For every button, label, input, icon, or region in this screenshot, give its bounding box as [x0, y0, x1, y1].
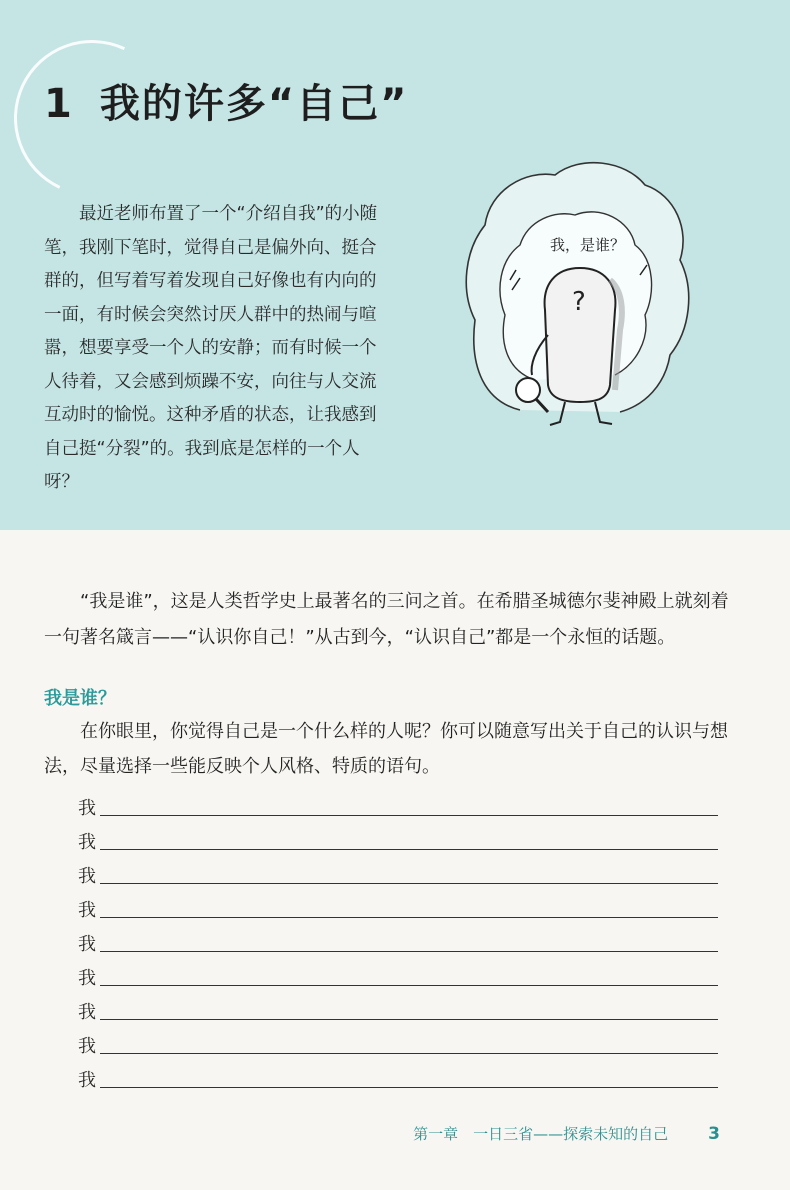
answer-line-label: 我: [78, 900, 96, 921]
writing-rule: [100, 916, 718, 918]
answer-line-label: 我: [78, 1070, 96, 1091]
section-title: 我的许多“自己”: [99, 81, 409, 127]
answer-line[interactable]: [78, 854, 718, 888]
answer-line-label: 我: [78, 866, 96, 887]
writing-rule: [100, 1086, 718, 1088]
answer-line-label: 我: [78, 798, 96, 819]
page-footer: [0, 1123, 720, 1144]
body-paragraph: “我是谁”，这是人类哲学史上最著名的三问之首。在希腊圣城德尔斐神殿上就刻着一句著名箴言——“认识你自己！”从古到今，“认识自己”都是一个永恒的话题。: [44, 591, 729, 648]
answer-line-label: 我: [78, 1036, 96, 1057]
writing-rule: [100, 950, 718, 952]
answer-line-label: 我: [78, 1002, 96, 1023]
chapter-title: 第一章 一日三省——探索未知的自己: [413, 1125, 669, 1143]
answer-line-label: 我: [78, 934, 96, 955]
section-number: 1: [44, 81, 74, 127]
section-heading: 我是谁？: [44, 688, 116, 709]
writing-rule: [100, 1052, 718, 1054]
writing-rule: [100, 1018, 718, 1020]
writing-rule: [100, 848, 718, 850]
writing-rule: [100, 984, 718, 986]
answer-line[interactable]: [78, 786, 718, 820]
speech-text: 我，是谁？: [550, 236, 626, 254]
answer-lines: [78, 786, 718, 1092]
intro-paragraph: 最近老师布置了一个“介绍自我”的小随笔，我刚下笔时，觉得自己是偏外向、挺合群的，但写着写着发现自己好像也有内向的一面，有时候会突然讨厌人群中的热闹与喧嚣，想要享受一个人的安静；而有时候一个人待着，又会感到烦躁不安，向往与人交流互动时的愉悦。这种矛盾的状态，让我感到自己挺“分裂”的。我到底是怎样的一个人呀？: [44, 204, 378, 492]
answer-line[interactable]: [78, 1058, 718, 1092]
writing-rule: [100, 882, 718, 884]
answer-line-label: 我: [78, 832, 96, 853]
face-question-mark: ?: [572, 287, 586, 317]
answer-line[interactable]: [78, 888, 718, 922]
thinking-character-illustration: [450, 150, 700, 440]
magnifying-glass-icon: [516, 378, 540, 402]
answer-line[interactable]: [78, 990, 718, 1024]
writing-rule: [100, 814, 718, 816]
answer-line[interactable]: [78, 1024, 718, 1058]
cloud-character-svg: [450, 150, 700, 440]
answer-line-label: 我: [78, 968, 96, 989]
question-paragraph: 在你眼里，你觉得自己是一个什么样的人呢？你可以随意写出关于自己的认识与想法，尽量选择一些能反映个人风格、特质的语句。: [44, 721, 728, 777]
answer-line[interactable]: [78, 922, 718, 956]
page-number: 3: [708, 1124, 720, 1144]
answer-line[interactable]: [78, 956, 718, 990]
page-title: [44, 72, 408, 129]
answer-line[interactable]: [78, 820, 718, 854]
